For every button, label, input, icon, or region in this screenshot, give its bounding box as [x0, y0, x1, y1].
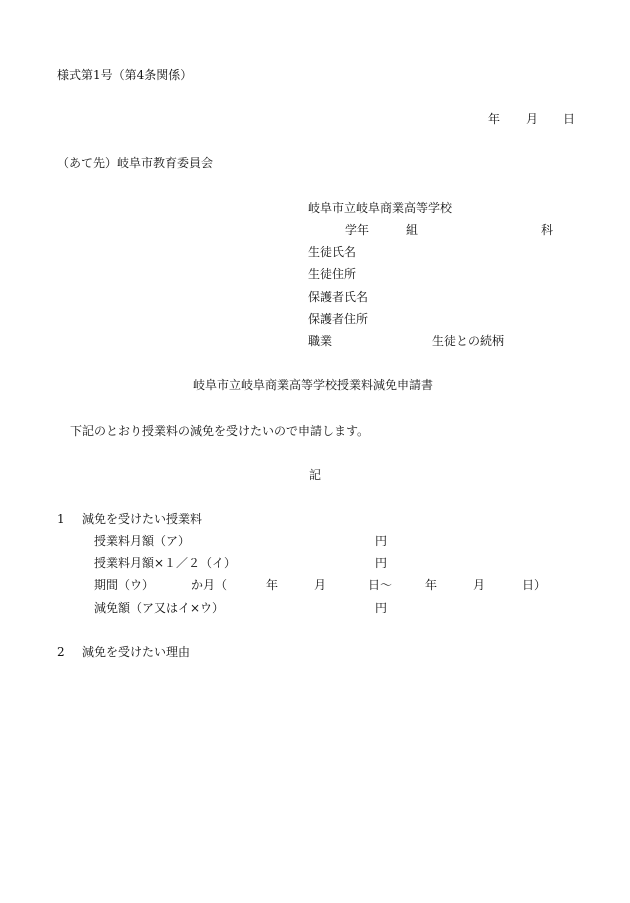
period-label: 期間（ウ）	[94, 578, 155, 592]
period-months-label: か月（	[191, 578, 228, 592]
section1-heading: 減免を受けたい授業料	[82, 512, 203, 526]
student-address-label: 生徒住所	[308, 267, 357, 281]
guardian-address-label: 保護者住所	[308, 312, 369, 326]
document-title: 岐阜市立岐阜商業高等学校授業料減免申請書	[193, 378, 434, 392]
ki-heading: 記	[309, 468, 322, 482]
period-start-year: 年	[266, 578, 279, 592]
reduction-amount-yen: 円	[375, 601, 388, 615]
period-start-day: 日～	[368, 578, 393, 592]
period-end-day: 日）	[522, 578, 547, 592]
reduction-amount-label: 減免額（ア又はイ×ウ）	[94, 601, 225, 615]
class-label: 組	[406, 223, 419, 237]
addressee: （あて先）岐阜市教育委員会	[57, 156, 214, 170]
occupation-label: 職業	[308, 334, 333, 348]
half-fee-label: 授業料月額×１／２（イ）	[94, 556, 237, 570]
section2-heading: 減免を受けたい理由	[82, 645, 191, 659]
monthly-fee-yen: 円	[375, 534, 388, 548]
monthly-fee-label: 授業料月額（ア）	[94, 534, 191, 548]
period-end-month: 月	[473, 578, 486, 592]
period-end-year: 年	[425, 578, 438, 592]
form-number: 様式第1号（第4条関係）	[57, 68, 193, 82]
application-statement: 下記のとおり授業料の減免を受けたいので申請します。	[70, 424, 370, 438]
school-name: 岐阜市立岐阜商業高等学校	[308, 201, 453, 215]
course-label: 科	[541, 223, 554, 237]
grade-label: 学年	[345, 223, 370, 237]
student-name-label: 生徒氏名	[308, 245, 357, 259]
period-start-month: 月	[314, 578, 327, 592]
date-day-label: 日	[563, 112, 576, 126]
date-year-label: 年	[488, 112, 501, 126]
date-month-label: 月	[526, 112, 539, 126]
section1-number: 1	[57, 512, 65, 526]
guardian-name-label: 保護者氏名	[308, 290, 369, 304]
section2-number: 2	[57, 645, 65, 659]
relationship-label: 生徒との続柄	[432, 334, 505, 348]
half-fee-yen: 円	[375, 556, 388, 570]
